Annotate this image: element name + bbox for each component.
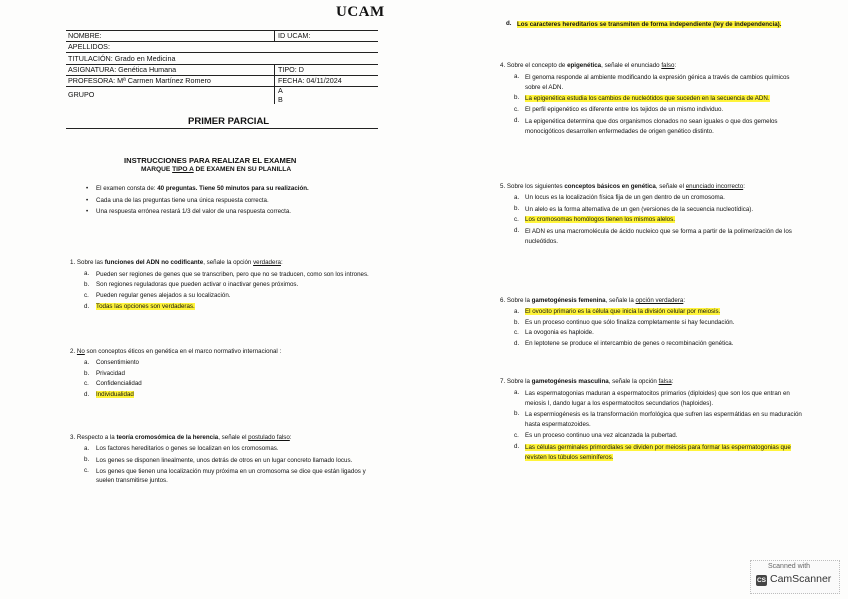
header-row-apellidos [66, 42, 378, 53]
question-7-option-c: c. Es un proceso continuo una vez alcanzada la pubertad. [514, 431, 678, 439]
question-2-option-b: b. Privacidad [84, 369, 125, 377]
header-row-grupo [66, 87, 378, 104]
question-5-option-a: a. Un locus es la localización física fija de un gen dentro de un cromosoma. [514, 193, 725, 201]
instruction-item: • Cada una de las preguntas tiene una única respuesta correcta. [86, 196, 269, 204]
header-row-asignatura [66, 65, 378, 76]
question-5-stem: 5. Sobre los siguientes conceptos básicos en genética, señale el enunciado incorrecto: [500, 183, 745, 190]
nombre-label: NOMBRE: [68, 31, 102, 41]
instructions-title: INSTRUCCIONES PARA REALIZAR EL EXAMEN [124, 156, 297, 165]
highlighted-answer: El ovocito primario es la célula que inicia la división celular por meiosis. [525, 307, 721, 315]
question-7 [500, 377, 806, 463]
camscanner-watermark [750, 560, 840, 594]
question-2 [70, 347, 370, 401]
tipo-label: TIPO: D [278, 64, 304, 74]
instruction-item: • El examen consta de: 40 preguntas. Tiene 50 minutos para su realización. [86, 185, 309, 192]
exam-title: PRIMER PARCIAL [188, 116, 270, 127]
question-4-option-d: d. La epigenética determina que dos organismos clonados no sean iguales o que dos gemelos monocigóticos desarrollen enfermedades de origen genético distinto. [514, 116, 778, 135]
question-3-stem: 3. Respecto a la teoría cromosómica de la herencia, señale el postulado falso: [70, 434, 292, 441]
question-4-option-a: a. El genoma responde al ambiente modificando la expresión génica a través de cambios químicos sobre el ADN. [514, 72, 790, 91]
question-3-option-d: d. Los caracteres hereditarios se transmiten de forma independiente (ley de independencia). [506, 20, 782, 28]
question-1-stem: 1. Sobre las funciones del ADN no codificante, señale la opción verdadera: [70, 259, 283, 266]
question-7-stem: 7. Sobre la gametogénesis masculina, señale la opción falsa: [500, 378, 674, 385]
question-5-option-d: d. El ADN es una macromolécula de ácido nucleico que se forma a partir de la polimerización de los nucleótidos. [514, 227, 792, 245]
question-6-option-d: d. En leptotene se produce el intercambio de genes o recombinación genética. [514, 340, 734, 348]
title-divider [66, 128, 378, 129]
question-1 [70, 258, 370, 313]
ucam-logo: UCAM [336, 4, 385, 20]
student-header-form [66, 30, 378, 104]
camscanner-text: CamScanner [770, 573, 832, 585]
question-4-stem: 4. Sobre el concepto de epigenética, señale el enunciado falso: [500, 62, 677, 69]
question-3-option-a: a. Los factores hereditarios o genes se localizan en los cromosomas. [84, 444, 279, 452]
question-6 [500, 296, 806, 350]
question-7-option-b: b. La espermiogénesis es la transformación morfológica que sufren las espermátidas en su maduración hasta espermatozoides. [514, 410, 802, 429]
header-row-titulacion [66, 53, 378, 64]
fecha-label: FECHA: 04/11/2024 [278, 75, 342, 85]
question-5-option-c: c. Los cromosomas homólogos tienen los mismos alelos. [514, 216, 675, 224]
question-2-option-d: d. Individualidad [84, 391, 134, 399]
highlighted-answer: Individualidad [96, 391, 134, 399]
header-row-nombre [66, 30, 378, 42]
question-2-stem: 2. No son conceptos éticos en genética en el marco normativo internacional : [70, 348, 282, 355]
question-4-option-c: c. El perfil epigenético es diferente entre los tejidos de un mismo individuo. [514, 106, 724, 114]
profesora-label: PROFESORA: Mª Carmen Martínez Romero [68, 75, 211, 85]
question-4 [500, 61, 806, 138]
titulacion-label: TITULACIÓN: Grado en Medicina [68, 53, 176, 63]
question-1-option-a: a. Pueden ser regiones de genes que se transcriben, pero que no se traducen, como son los intrones. [84, 269, 369, 278]
question-5-option-b: b. Un alelo es la forma alternativa de un gen (versiones de la secuencia nucleotídica). [514, 204, 754, 213]
instructions-subtitle: MARQUE TIPO A DE EXAMEN EN SU PLANILLA [141, 166, 292, 173]
header-row-profesora [66, 76, 378, 87]
question-3 [70, 433, 370, 487]
question-5 [500, 182, 806, 248]
question-2-option-c: c. Confidencialidad [84, 380, 142, 388]
question-1-option-c: c. Pueden regular genes alejados a su localización. [84, 292, 231, 299]
question-1-option-b: b. Son regiones reguladoras que pueden activar o inactivar genes próximos. [84, 281, 299, 289]
instruction-item: • Una respuesta errónea restará 1/3 del valor de una respuesta correcta. [86, 208, 292, 215]
camscanner-logo-icon: CS [756, 577, 767, 584]
grupo-b-label: B [278, 94, 283, 104]
question-3-continued [506, 19, 806, 31]
question-2-option-a: a. Consentimiento [84, 358, 139, 366]
question-1-option-d: d. Todas las opciones son verdaderas. [84, 302, 195, 310]
scanned-with-text: Scanned with [768, 563, 811, 570]
question-6-option-a: a. El ovocito primario es la célula que inicia la división celular por meiosis. [514, 307, 721, 315]
highlighted-answer: Los caracteres hereditarios se transmiten de forma independiente (ley de independencia). [517, 21, 782, 28]
grupo-a-label: A [278, 85, 283, 95]
question-4-option-b: b. La epigenética estudia los cambios de nucleótidos que suceden en la secuencia de ADN. [514, 94, 770, 103]
instructions-list [86, 183, 309, 218]
apellidos-label: APELLIDOS: [68, 42, 110, 52]
highlighted-answer: Todas las opciones son verdaderas. [96, 302, 195, 310]
question-3-option-c: c. Los genes que tienen una localización muy próxima en un cromosoma se dice que están ligados y suelen transmitirse juntos. [84, 467, 366, 485]
grupo-label: GRUPO [68, 89, 95, 99]
question-3-option-b: b. Los genes se disponen linealmente, unos detrás de otros en un lugar concreto llamado locus. [84, 455, 353, 464]
question-6-option-b: b. Es un proceso continuo que sólo finaliza completamente si hay fecundación. [514, 318, 735, 326]
question-6-option-c: c. La ovogonia es haploide. [514, 329, 594, 337]
id-ucam-label: ID UCAM: [278, 31, 311, 41]
highlighted-answer: Los cromosomas homólogos tienen los mismos alelos. [525, 216, 675, 224]
question-7-option-d: d. Las células germinales primordiales se dividen por meiosis para formar las espermatogonias que revisten los túbulos seminíferos. [514, 442, 791, 461]
question-6-stem: 6. Sobre la gametogénesis femenina, señale la opción verdadera: [500, 297, 686, 304]
asignatura-label: ASIGNATURA: Genética Humana [68, 64, 177, 74]
highlighted-answer: Las células germinales primordiales se dividen por meiosis para formar las espermatogonias que revisten los túbulos seminíferos. [525, 443, 791, 461]
question-7-option-a: a. Las espermatogonias maduran a espermatocitos primarios (diploides) que son los que entran en meiosis I, dando lugar a los espermatocitos secundarios (haploides). [514, 388, 790, 407]
highlighted-answer: La epigenética estudia los cambios de nucleótidos que suceden en la secuencia de ADN. [525, 95, 770, 103]
